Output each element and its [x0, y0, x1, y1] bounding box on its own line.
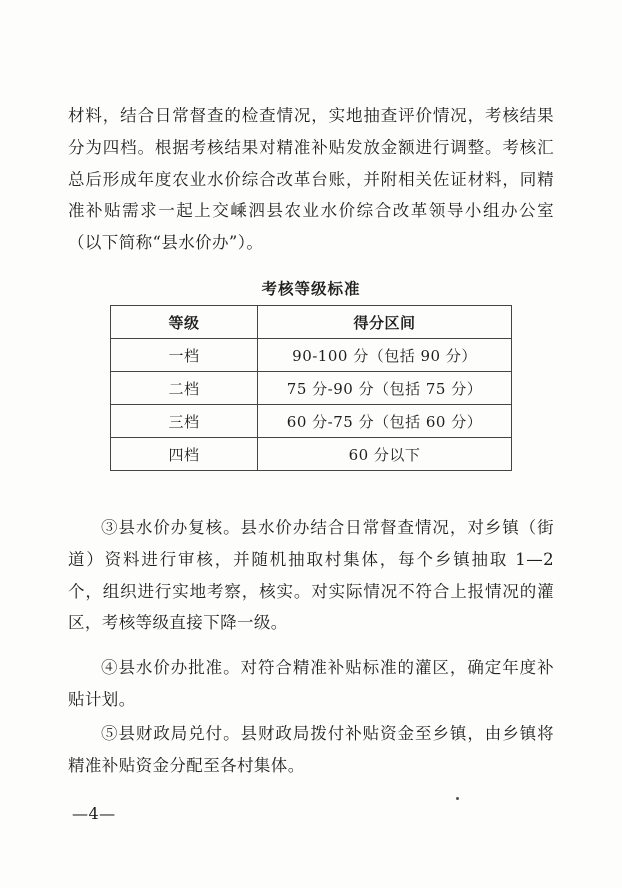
grade-cell: 一档 [111, 339, 258, 372]
score-range-cell: 60 分-75 分（包括 60 分） [258, 405, 512, 438]
grade-cell: 二档 [111, 372, 258, 405]
grade-cell: 三档 [111, 405, 258, 438]
paragraph-assessment-result: 材料，结合日常督查的检查情况，实地抽查评价情况，考核结果分为四档。根据考核结果对精准补贴发放金额进行调整。考核汇总后形成年度农业水价综合改革台账，并附相关佐证材料，同精准补贴需求一起上交嵊泗县农业水价综合改革领导小组办公室（以下简称“县水价办”）。 [68, 106, 554, 253]
paragraph-finance-payment: ⑤县财政局兑付。县财政局拨付补贴资金至乡镇，由乡镇将精准补贴资金分配至各村集体。 [68, 724, 554, 775]
scan-speck [456, 797, 459, 800]
score-range-cell: 75 分-90 分（包括 75 分） [258, 372, 512, 405]
table-row [111, 339, 512, 372]
paragraph-county-approval: ④县水价办批准。对符合精准补贴标准的灌区，确定年度补贴计划。 [68, 658, 554, 709]
table-row [111, 372, 512, 405]
score-range-cell: 60 分以下 [258, 438, 512, 471]
header-score-range: 得分区间 [258, 306, 512, 339]
grade-cell: 四档 [111, 438, 258, 471]
header-grade: 等级 [111, 306, 258, 339]
page-number: —4— [72, 804, 116, 823]
grade-standard-table [110, 305, 512, 471]
table-header-row [111, 306, 512, 339]
table-row [111, 438, 512, 471]
paragraph-county-review: ③县水价办复核。县水价办结合日常督查情况，对乡镇（街道）资料进行审核，并随机抽取村集体，每个乡镇抽取 1—2 个，组织进行实地考察，核实。对实际情况不符合上报情况的灌区，考核等级直接下降一级。 [68, 518, 554, 633]
table-title: 考核等级标准 [261, 280, 361, 298]
table-row [111, 405, 512, 438]
score-range-cell: 90-100 分（包括 90 分） [258, 339, 512, 372]
